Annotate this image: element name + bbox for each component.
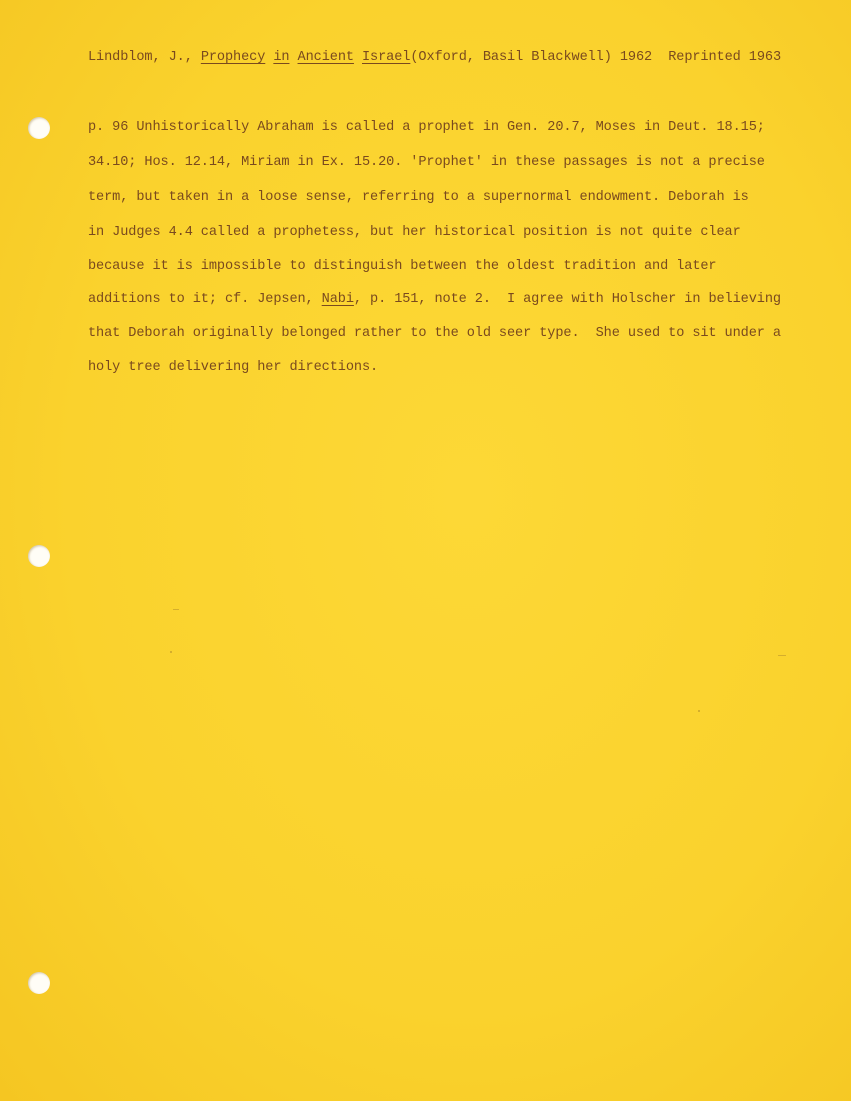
paper-speck: [170, 651, 172, 653]
note-line: that Deborah originally belonged rather to the old seer type. She used to sit under a: [88, 326, 781, 341]
note-line: because it is impossible to distinguish between the oldest tradition and later: [88, 259, 717, 274]
punch-hole: [28, 545, 50, 567]
paper-speck: [778, 655, 786, 656]
citation-title-word: Ancient: [297, 50, 354, 65]
note-text: additions to it; cf. Jepsen,: [88, 292, 322, 307]
bibliographic-citation: [88, 50, 781, 65]
punch-hole: [28, 117, 50, 139]
punch-hole: [28, 972, 50, 994]
note-line: 34.10; Hos. 12.14, Miriam in Ex. 15.20. 'Prophet' in these passages is not a precise: [88, 155, 765, 170]
citation-title-word: Prophecy: [200, 50, 266, 65]
citation-author: Lindblom, J.,: [88, 50, 201, 65]
note-line: term, but taken in a loose sense, referring to a supernormal endowment. Deborah is: [88, 190, 749, 205]
reference-title: Nabi: [321, 292, 354, 307]
note-text: , p. 151, note 2. I agree with Holscher in believing: [353, 292, 781, 307]
citation-title-word: Israel: [362, 50, 411, 65]
citation-publication: (Oxford, Basil Blackwell) 1962 Reprinted 1963: [410, 50, 782, 65]
note-line: holy tree delivering her directions.: [88, 360, 379, 375]
note-line: [88, 292, 781, 307]
note-line: in Judges 4.4 called a prophetess, but her historical position is not quite clear: [88, 225, 741, 240]
paper-speck: [173, 609, 179, 610]
citation-title-word: in: [273, 50, 290, 65]
note-line: p. 96 Unhistorically Abraham is called a prophet in Gen. 20.7, Moses in Deut. 18.15;: [88, 120, 765, 135]
paper-speck: [698, 710, 700, 712]
